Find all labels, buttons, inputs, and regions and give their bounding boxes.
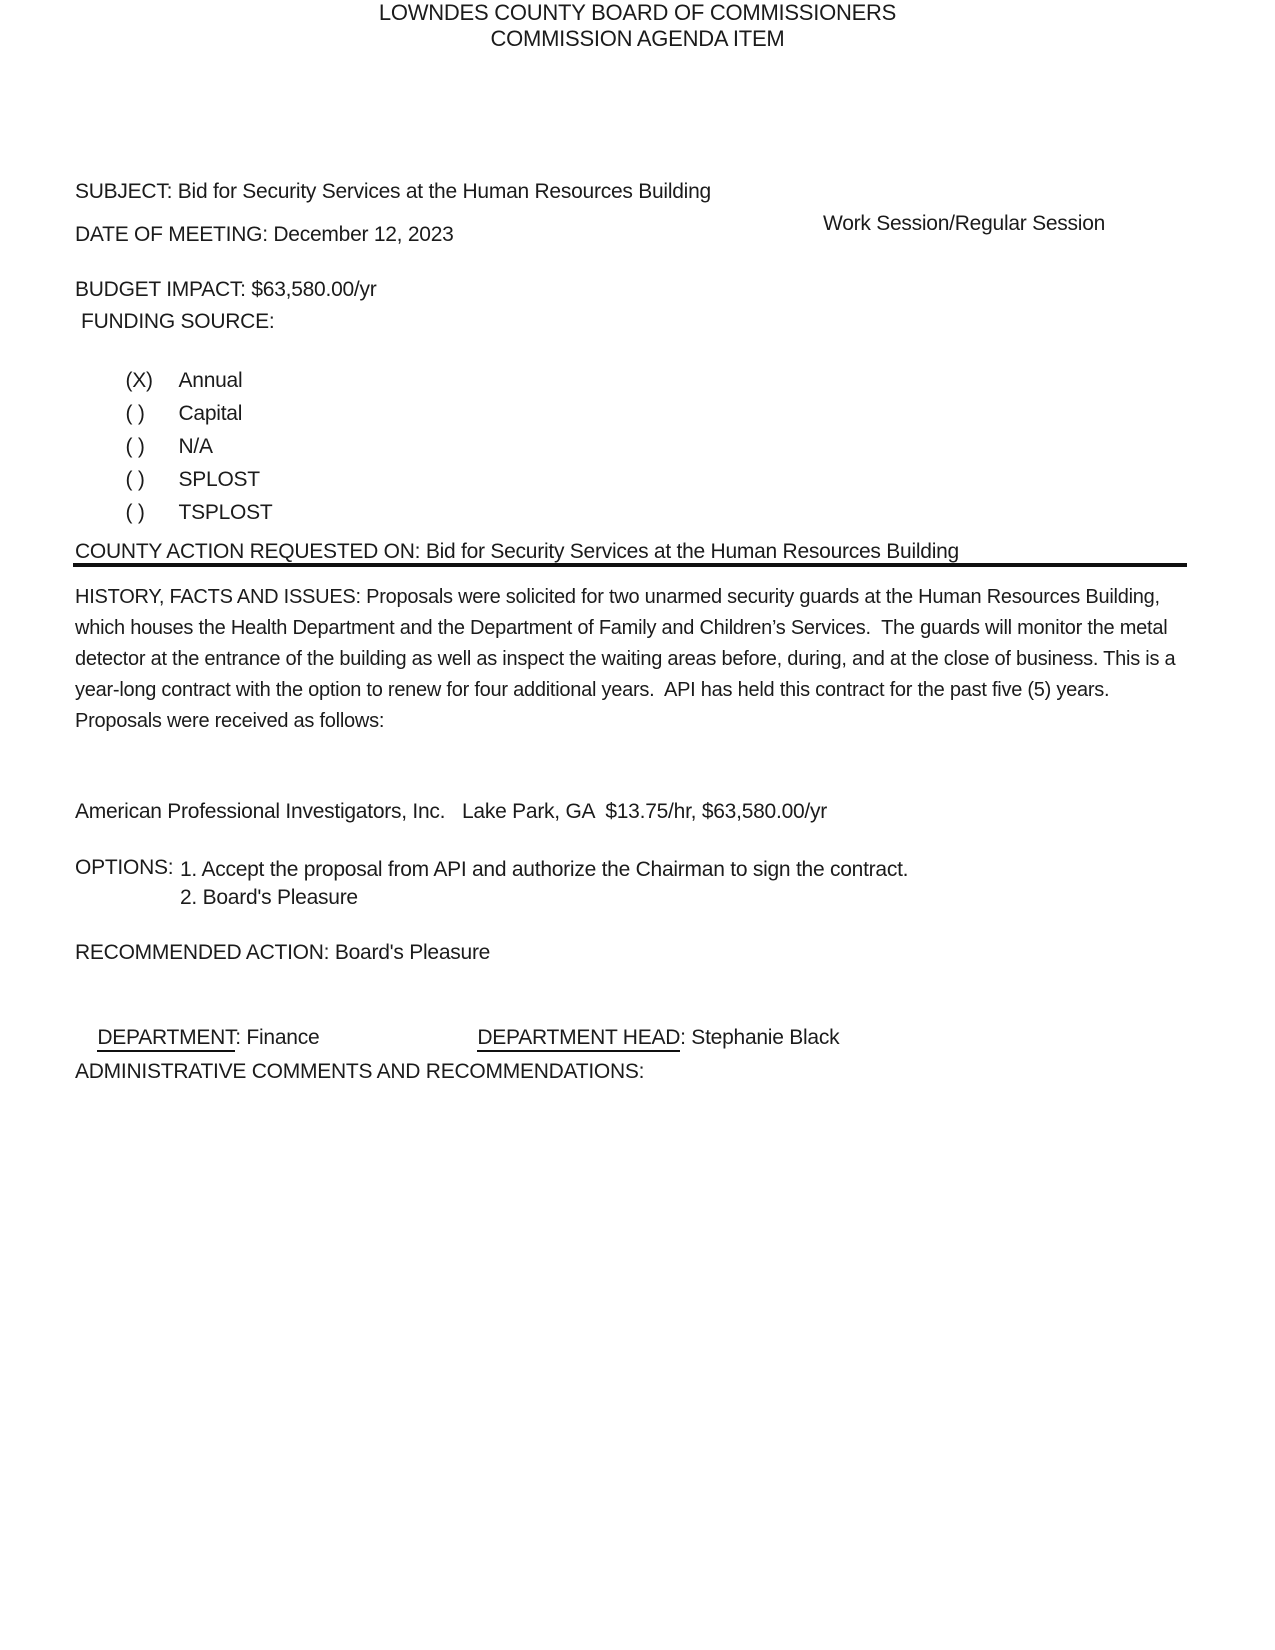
session-type-label: Work Session/Regular Session [823,212,1106,235]
subject-line: SUBJECT: Bid for Security Services at the Human Resources Building [75,180,711,203]
option-item-2: 2. Board's Pleasure [180,886,358,909]
options-label: OPTIONS: [75,856,174,879]
proposal-vendor-line: American Professional Investigators, Inc. Lake Park, GA $13.75/hr, $63,580.00/yr [75,800,828,823]
budget-impact-line: BUDGET IMPACT: $63,580.00/yr [75,278,377,301]
funding-option-label: N/A [178,435,213,458]
option-item-1: 1. Accept the proposal from API and authorize the Chairman to sign the contract. [180,858,909,881]
recommended-action-line: RECOMMENDED ACTION: Board's Pleasure [75,941,491,964]
funding-source-label: FUNDING SOURCE: [81,310,275,333]
funding-source-list [92,345,273,524]
department-head-value: : Stephanie Black [680,1026,840,1049]
checkbox-marker-checked: (X) [125,369,153,392]
document-title-line2: COMMISSION AGENDA ITEM [490,26,785,51]
county-action-line: COUNTY ACTION REQUESTED ON: Bid for Security Services at the Human Resources Building [75,540,959,563]
funding-option-label: SPLOST [178,468,260,491]
funding-option-label: TSPLOST [178,501,273,524]
department-value: : Finance [235,1026,320,1049]
administrative-comments-line: ADMINISTRATIVE COMMENTS AND RECOMMENDATIONS: [75,1060,645,1083]
date-of-meeting-line: DATE OF MEETING: December 12, 2023 [75,223,454,246]
funding-option-annual [92,345,272,392]
checkbox-marker-empty: ( ) [125,468,145,491]
department-head-label: DEPARTMENT HEAD [477,1026,680,1052]
checkbox-marker-empty: ( ) [125,402,145,425]
checkbox-marker-empty: ( ) [125,435,145,458]
options-section [75,856,908,912]
history-facts-paragraph: HISTORY, FACTS AND ISSUES: Proposals were solicited for two unarmed security guards at the Human Resources Building, which houses the Health Department and the Department of Family and Children’s Services. The guards will monitor the metal detector at the entrance of the building as well as inspect the waiting areas before, during, and at the close of business. This is a year-long contract with the option to renew for four additional years. API has held this contract for the past five (5) years. Proposals were received as follows: [75,586,1181,732]
checkbox-marker-empty: ( ) [125,501,145,524]
department-label: DEPARTMENT [97,1026,235,1052]
funding-option-label: Capital [178,402,243,425]
options-list [180,856,908,912]
section-divider-rule [73,563,1187,567]
document-title-line1: LOWNDES COUNTY BOARD OF COMMISSIONERS [378,0,897,25]
funding-option-label: Annual [178,369,243,392]
